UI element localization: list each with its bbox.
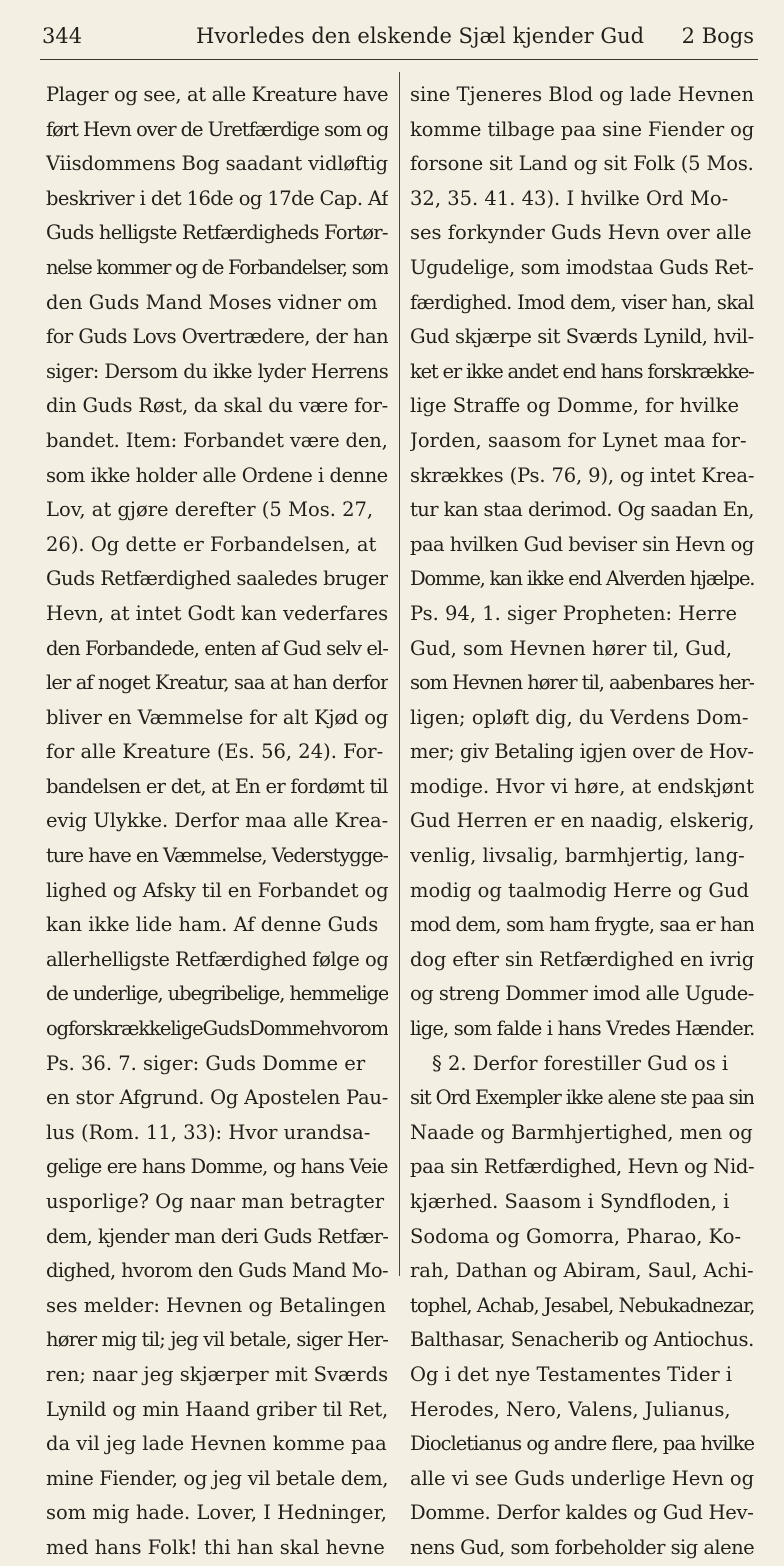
text-line: lige, som falde i hans Vredes Hænder. bbox=[410, 1017, 754, 1041]
text-line: for Guds Lovs Overtrædere, der han bbox=[46, 325, 388, 349]
text-line: modige. Hvor vi høre, at endskjønt bbox=[410, 774, 754, 798]
text-line: Guds Retfærdighed saaledes bruger bbox=[46, 567, 388, 591]
text-line: komme tilbage paa sine Fiender og bbox=[410, 117, 754, 141]
text-line: en stor Afgrund. Og Apostelen Pau- bbox=[46, 1086, 388, 1110]
text-line: rah, Dathan og Abiram, Saul, Achi- bbox=[410, 1259, 754, 1283]
text-line: for alle Kreature (Es. 56, 24). For- bbox=[46, 740, 384, 764]
text-line: Gud, som Hevnen hører til, Gud, bbox=[410, 636, 733, 660]
text-line: beskriver i det 16de og 17de Cap. Af bbox=[46, 186, 388, 210]
text-line: Gud skjærpe sit Sværds Lynild, hvil- bbox=[410, 325, 754, 349]
text-line: ture have en Væmmelse, Vederstygge- bbox=[46, 844, 388, 868]
text-line: de underlige, ubegribelige, hemmelige bbox=[46, 982, 388, 1006]
text-line: sine Tjeneres Blod og lade Hevnen bbox=[410, 83, 754, 106]
text-line: Sodoma og Gomorra, Pharao, Ko- bbox=[410, 1224, 742, 1248]
text-line: den Forbandede, enten af Gud selv el- bbox=[46, 636, 388, 660]
text-line: som ikke holder alle Ordene i denne bbox=[46, 463, 388, 487]
running-header bbox=[42, 24, 754, 54]
text-line: dog efter sin Retfærdighed en ivrig bbox=[410, 947, 754, 971]
text-line: dighed, hvorom den Guds Mand Mo- bbox=[46, 1259, 388, 1283]
text-line: færdighed. Imod dem, viser han, skal bbox=[410, 290, 754, 314]
text-line: dem, kjender man deri Guds Retfær- bbox=[46, 1224, 388, 1248]
text-line: nelse kommer og de Forbandelser, som bbox=[46, 255, 388, 279]
text-line: siger: Dersom du ikke lyder Herrens bbox=[46, 359, 388, 383]
text-line: sit Ord Exempler ikke alene ste paa sin bbox=[410, 1086, 754, 1110]
column-divider bbox=[399, 72, 400, 1276]
text-line: mod dem, som ham frygte, saa er han bbox=[410, 913, 754, 937]
text-line: mine Fiender, og jeg vil betale dem, bbox=[46, 1466, 388, 1490]
running-title: Hvorledes den elskende Sjæl kjender Gud bbox=[196, 24, 645, 48]
text-line: Plager og see, at alle Kreature have bbox=[46, 83, 388, 106]
text-line: allerhelligste Retfærdighed følge og bbox=[46, 947, 388, 971]
text-line: Ugudelige, som imodstaa Guds Ret- bbox=[410, 255, 754, 279]
text-line: venlig, livsalig, barmhjertig, lang- bbox=[410, 844, 745, 868]
text-line: ses forkynder Guds Hevn over alle bbox=[410, 221, 752, 245]
text-line: kan ikke lide ham. Af denne Guds bbox=[46, 913, 379, 937]
text-line: evig Ulykke. Derfor maa alle Krea- bbox=[46, 809, 388, 833]
text-line: Ps. 94, 1. siger Propheten: Herre bbox=[410, 601, 737, 625]
text-line: Lynild og min Haand griber til Ret, bbox=[46, 1397, 388, 1421]
text-line: Naade og Barmhjertighed, men og bbox=[410, 1120, 753, 1144]
text-line: gelige ere hans Domme, og hans Veie bbox=[46, 1155, 388, 1179]
text-line: som mig hade. Lover, I Hedninger, bbox=[46, 1501, 387, 1525]
text-line: da vil jeg lade Hevnen komme paa bbox=[46, 1432, 387, 1456]
text-line: ogforskrækkeligeGudsDommehvorom bbox=[46, 1017, 388, 1041]
text-line: forsone sit Land og sit Folk (5 Mos. bbox=[410, 152, 754, 176]
text-line: ler af noget Kreatur, saa at han derfor bbox=[46, 671, 388, 695]
text-line: Balthasar, Senacherib og Antiochus. bbox=[410, 1328, 754, 1352]
text-line: bandet. Item: Forbandet være den, bbox=[46, 428, 388, 452]
text-line: usporlige? Og naar man betragter bbox=[46, 1190, 385, 1213]
text-line: mer; giv Betaling igjen over de Hov- bbox=[410, 740, 754, 764]
text-line: lige Straffe og Domme, for hvilke bbox=[410, 394, 740, 418]
text-line: paa hvilken Gud beviser sin Hevn og bbox=[410, 532, 754, 556]
header-rule bbox=[40, 59, 758, 60]
text-line: tur kan staa derimod. Og saadan En, bbox=[410, 498, 754, 522]
text-line: modig og taalmodig Herre og Gud bbox=[410, 878, 749, 902]
text-line: ligen; opløft dig, du Verdens Dom- bbox=[410, 705, 749, 729]
text-line: som Hevnen hører til, aabenbares her- bbox=[410, 671, 754, 695]
text-line: Og i det nye Testamentes Tider i bbox=[410, 1362, 733, 1386]
page-number: 344 bbox=[42, 24, 83, 48]
text-line: den Guds Mand Moses vidner om bbox=[46, 290, 378, 314]
text-line: Domme, kan ikke end Alverden hjælpe. bbox=[410, 567, 754, 591]
text-line: Lov, at gjøre derefter (5 Mos. 27, bbox=[46, 498, 374, 522]
text-line: ført Hevn over de Uretfærdige som og bbox=[46, 117, 388, 141]
text-line: 32, 35. 41. 43). I hvilke Ord Mo- bbox=[410, 186, 729, 210]
text-line: Gud Herren er en naadig, elskerig, bbox=[410, 809, 754, 833]
text-line: kjærhed. Saasom i Syndfloden, i bbox=[410, 1190, 730, 1213]
left-text-column bbox=[46, 78, 388, 1566]
text-line: Guds helligste Retfærdigheds Fortør- bbox=[46, 221, 388, 245]
text-line: og streng Dommer imod alle Ugude- bbox=[410, 982, 754, 1006]
book-label: 2 Bogs bbox=[681, 24, 754, 48]
text-line: Viisdommens Bog saadant vidløftig bbox=[46, 152, 388, 176]
text-line: Diocletianus og andre flere, paa hvilke bbox=[410, 1432, 754, 1456]
text-line: Hevn, at intet Godt kan vederfares bbox=[46, 601, 388, 625]
text-line: ren; naar jeg skjærper mit Sværds bbox=[46, 1362, 388, 1386]
text-line: nens Gud, som forbeholder sig alene bbox=[410, 1535, 754, 1559]
text-line: 26). Og dette er Forbandelsen, at bbox=[46, 532, 377, 556]
text-line: alle vi see Guds underlige Hevn og bbox=[410, 1466, 754, 1490]
text-line: Ps. 36. 7. siger: Guds Domme er bbox=[46, 1051, 366, 1075]
text-line: bliver en Væmmelse for alt Kjød og bbox=[46, 705, 388, 729]
text-line: bandelsen er det, at En er fordømt til bbox=[46, 774, 388, 798]
text-line: lus (Rom. 11, 33): Hvor urandsa- bbox=[46, 1120, 371, 1144]
text-line: paa sin Retfærdighed, Hevn og Nid- bbox=[410, 1155, 754, 1179]
text-line: din Guds Røst, da skal du være for- bbox=[46, 394, 388, 418]
right-text-column bbox=[410, 78, 754, 1566]
text-line: tophel, Achab, Jesabel, Nebukadnezar, bbox=[410, 1293, 754, 1317]
text-line: ket er ikke andet end hans forskrække- bbox=[410, 359, 754, 383]
text-line: Jorden, saasom for Lynet maa for- bbox=[410, 428, 747, 452]
text-line: Herodes, Nero, Valens, Julianus, bbox=[410, 1397, 731, 1421]
text-line: Domme. Derfor kaldes og Gud Hev- bbox=[410, 1501, 754, 1525]
text-line: § 2. Derfor forestiller Gud os i bbox=[432, 1051, 729, 1075]
text-line: med hans Folk! thi han skal hevne bbox=[46, 1535, 385, 1559]
text-line: ses melder: Hevnen og Betalingen bbox=[46, 1293, 386, 1317]
text-line: skrækkes (Ps. 76, 9), og intet Krea- bbox=[410, 463, 754, 487]
text-line: lighed og Afsky til en Forbandet og bbox=[46, 878, 388, 902]
text-line: hører mig til; jeg vil betale, siger Her- bbox=[46, 1328, 388, 1352]
